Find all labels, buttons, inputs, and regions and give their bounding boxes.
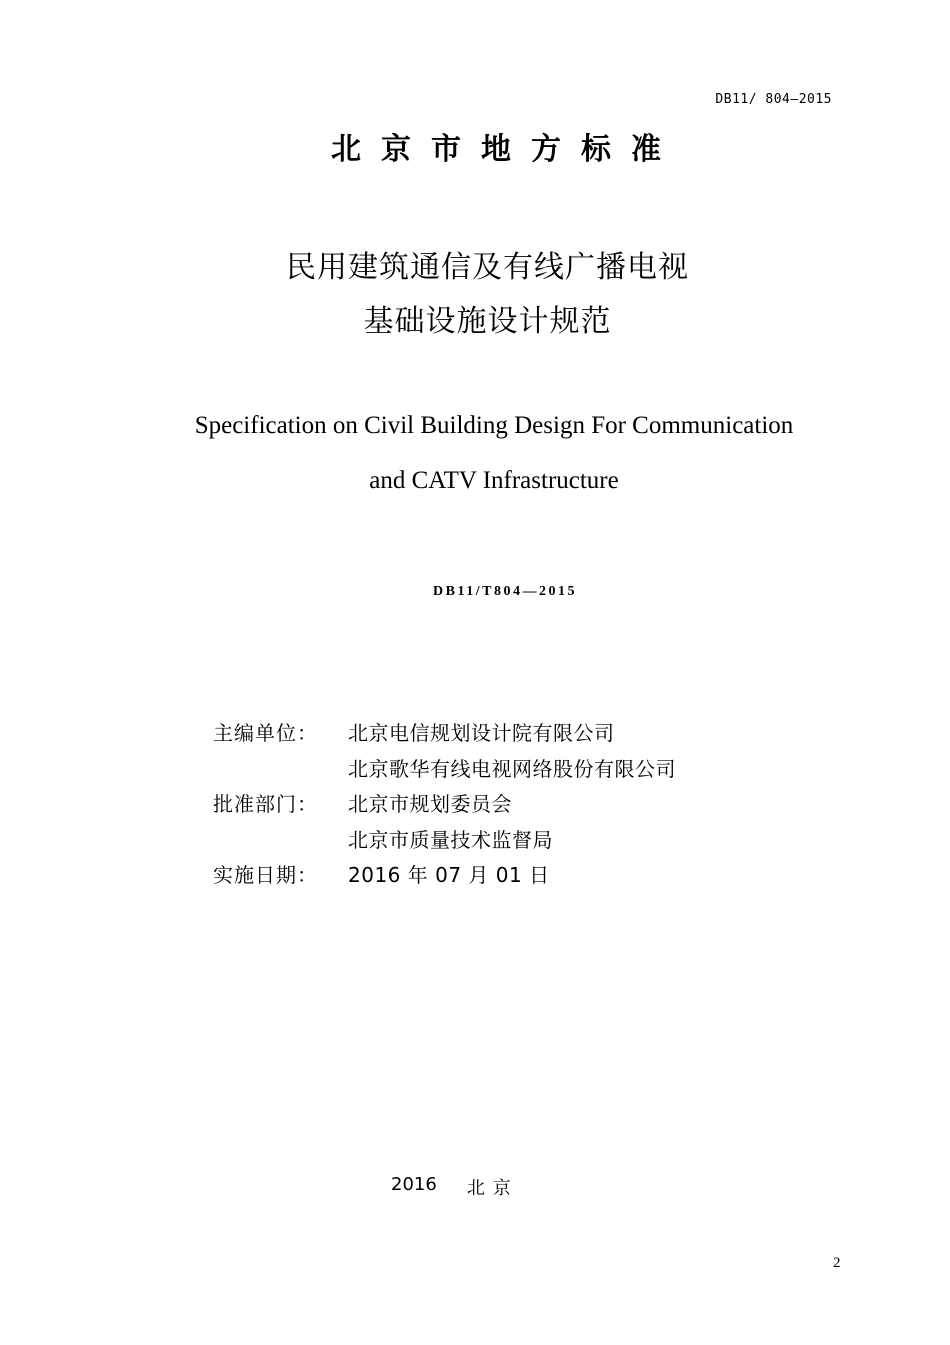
approver-row	[213, 787, 676, 823]
editor-row-2	[213, 752, 676, 788]
editor-value-1: 北京电信规划设计院有限公司	[348, 721, 615, 745]
chinese-title-line-2: 基础设施设计规范	[363, 304, 612, 339]
editor-value-2: 北京歌华有线电视网络股份有限公司	[348, 756, 676, 781]
footer-city: 北京	[466, 1178, 519, 1199]
footer-imprint	[391, 1174, 519, 1200]
approver-row-2	[213, 823, 676, 859]
publication-info	[213, 716, 676, 894]
english-title-line-2: and CATV Infrastructure	[369, 467, 619, 494]
standard-type-heading: 北京市地方标准	[331, 132, 681, 167]
date-value: 2016 年 07 月 01 日	[348, 863, 550, 887]
english-title-line-1: Specification on Civil Building Design For Communication	[194, 412, 794, 439]
standard-code-top: DB11/ 804—2015	[715, 92, 832, 107]
approver-label: 批准部门：	[213, 792, 318, 816]
editor-label: 主编单位：	[213, 721, 318, 745]
footer-year: 2016	[391, 1174, 437, 1195]
approver-value-1: 北京市规划委员会	[348, 792, 512, 816]
chinese-title-line-1: 民用建筑通信及有线广播电视	[286, 250, 689, 285]
date-row	[213, 858, 676, 894]
page-number: 2	[833, 1255, 841, 1271]
approver-value-2: 北京市质量技术监督局	[348, 827, 553, 852]
editor-row	[213, 716, 676, 752]
date-label: 实施日期：	[213, 863, 318, 887]
document-code: DB11/T804—2015	[433, 584, 577, 599]
